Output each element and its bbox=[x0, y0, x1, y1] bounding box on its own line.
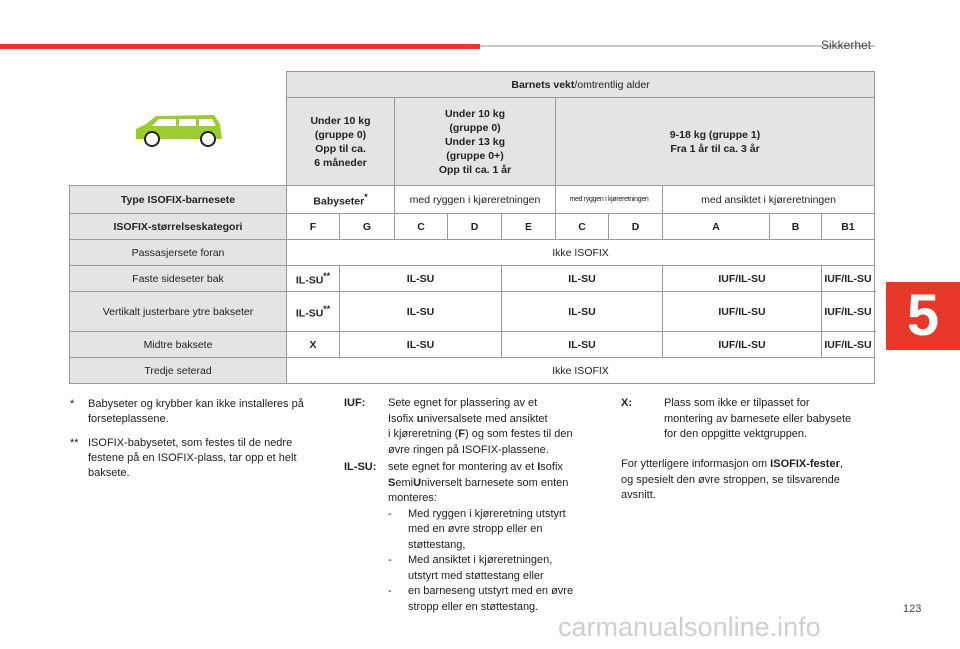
ilsu-bullet bbox=[388, 507, 605, 554]
footnote-line: Babyseter og krybber kan ikke installeres på bbox=[88, 398, 304, 410]
ilsu-line: monteres: bbox=[388, 492, 437, 504]
group-0-line: Opp til ca. bbox=[315, 142, 366, 155]
more-part: ISOFIX-fester bbox=[770, 458, 840, 470]
page-number: 123 bbox=[903, 603, 922, 615]
group-2-line: Fra 1 år til ca. 3 år bbox=[670, 142, 760, 155]
title-rest: /omtrentlig alder bbox=[574, 78, 650, 91]
group-0-line: (gruppe 0) bbox=[314, 128, 367, 141]
row-full-value: Ikke ISOFIX bbox=[287, 240, 875, 266]
row-star: ** bbox=[323, 271, 331, 282]
ilsu-body bbox=[388, 460, 605, 615]
type-babyseter-text: Babyseter bbox=[313, 195, 365, 208]
iuf-line: Sete egnet for plassering av et bbox=[388, 397, 538, 409]
group-1-line: (gruppe 0) bbox=[449, 121, 501, 134]
ilsu-line bbox=[388, 460, 605, 476]
ilsu-line bbox=[388, 476, 605, 492]
group-0-line: 6 måneder bbox=[314, 156, 367, 169]
footnote-line: ISOFIX-babysetet, som festes til de nedre bbox=[88, 437, 293, 449]
more-info bbox=[621, 457, 876, 505]
row-value-text: IL-SU bbox=[295, 307, 324, 320]
x-line: montering av barnesete eller babysete bbox=[664, 412, 852, 425]
iuf-body bbox=[388, 396, 603, 458]
bullet-line: Med ryggen i kjøreretning utstyrt bbox=[408, 507, 566, 520]
iuf-part: ) og som festes til den bbox=[465, 428, 573, 440]
car-cell bbox=[70, 98, 287, 186]
iuf-part: F bbox=[458, 428, 466, 440]
isofix-table bbox=[69, 71, 875, 384]
ilsu-label: IL-SU: bbox=[344, 461, 377, 473]
x-line: for den oppgitte vektgruppen. bbox=[664, 428, 808, 440]
footnote-double-star bbox=[70, 436, 340, 484]
row-label: Midtre baksete bbox=[70, 332, 287, 358]
header-accent-bar bbox=[0, 44, 480, 49]
row-value: IL-SU bbox=[340, 292, 502, 332]
row-value: IUF/IL-SU bbox=[663, 266, 822, 292]
size-cell: B bbox=[770, 214, 822, 240]
size-cell: C bbox=[556, 214, 609, 240]
x-definition bbox=[621, 396, 876, 444]
bullet-line: med en øvre stropp eller en bbox=[408, 523, 543, 535]
iuf-label: IUF: bbox=[344, 397, 366, 409]
group-1-header bbox=[556, 98, 875, 186]
size-cell: B1 bbox=[822, 214, 875, 240]
group-1-line: Under 13 kg bbox=[444, 135, 506, 148]
footnote-single-star bbox=[70, 397, 340, 429]
row-value bbox=[287, 266, 340, 292]
type-label: Type ISOFIX-barnesete bbox=[70, 186, 287, 214]
iuf-line: øvre ringen på ISOFIX-plassene. bbox=[388, 443, 549, 456]
iuf-line bbox=[388, 412, 603, 428]
row-value bbox=[287, 292, 340, 332]
group-1-line: Opp til ca. 1 år bbox=[438, 163, 512, 176]
row-value: IUF/IL-SU bbox=[822, 332, 875, 358]
size-cell: C bbox=[395, 214, 448, 240]
row-value: IUF/IL-SU bbox=[663, 292, 822, 332]
row-value: IUF/IL-SU bbox=[822, 292, 875, 332]
row-value-text: IL-SU bbox=[295, 274, 324, 287]
group-1-line: Under 10 kg bbox=[444, 107, 506, 120]
ilsu-definition bbox=[344, 460, 606, 620]
size-cell: E bbox=[502, 214, 556, 240]
footnote-line: festene på en ISOFIX-plass, tar opp et helt bbox=[88, 452, 297, 464]
bullet-line: støttestang, bbox=[408, 538, 466, 551]
row-value: IUF/IL-SU bbox=[663, 332, 822, 358]
more-line: avsnitt. bbox=[621, 489, 656, 501]
watermark: carmanualsonline.info bbox=[558, 612, 821, 642]
x-line: Plass som ikke er tilpasset for bbox=[664, 397, 810, 409]
title-bold: Barnets vekt bbox=[511, 78, 575, 91]
chapter-tab: 5 bbox=[886, 282, 960, 350]
ilsu-bullet bbox=[388, 553, 605, 584]
type-rear-facing: med ryggen i kjøreretningen bbox=[395, 186, 556, 214]
type-babyseter bbox=[287, 186, 395, 214]
footnote-line: baksete. bbox=[88, 467, 130, 479]
group-0-line: Under 10 kg bbox=[310, 114, 371, 127]
row-value: IUF/IL-SU bbox=[822, 266, 875, 292]
bullet-line: utstyrt med støttestang eller bbox=[408, 569, 544, 582]
ilsu-part: emi bbox=[395, 476, 414, 489]
bullet-dash: - bbox=[388, 507, 392, 520]
row-star: ** bbox=[323, 304, 331, 315]
footnote-line: forseteplassene. bbox=[88, 413, 169, 425]
type-star: * bbox=[364, 192, 368, 203]
size-cell: D bbox=[448, 214, 502, 240]
blank-cell bbox=[70, 72, 287, 98]
row-label: Tredje seterad bbox=[70, 358, 287, 384]
size-cell: A bbox=[663, 214, 770, 240]
x-label: X: bbox=[621, 397, 632, 409]
row-full-value: Ikke ISOFIX bbox=[287, 358, 875, 384]
group-0plus-header bbox=[395, 98, 556, 186]
row-value: IL-SU bbox=[502, 266, 663, 292]
footnote-mark: ** bbox=[70, 437, 79, 449]
header-rule bbox=[480, 45, 875, 47]
bullet-line: Med ansiktet i kjøreretningen, bbox=[408, 554, 553, 566]
size-cell: F bbox=[287, 214, 340, 240]
type-rear-facing-small: med ryggen i kjøreretningen bbox=[556, 186, 663, 214]
row-label: Vertikalt justerbare ytre bakseter bbox=[70, 292, 287, 332]
ilsu-part: sete egnet for montering av et bbox=[388, 461, 538, 473]
ilsu-part: sofix bbox=[540, 461, 563, 473]
type-forward-facing: med ansiktet i kjøreretningen bbox=[663, 186, 875, 214]
row-value: X bbox=[287, 332, 340, 358]
bullet-line: stropp eller en støttestang. bbox=[408, 600, 539, 613]
iuf-part: niversalsete med ansiktet bbox=[423, 412, 548, 425]
iuf-definition bbox=[344, 396, 604, 460]
more-part: , bbox=[839, 458, 843, 470]
ilsu-bullet bbox=[388, 584, 605, 615]
table-title bbox=[287, 72, 875, 98]
size-cell: D bbox=[609, 214, 663, 240]
iuf-part: u bbox=[416, 412, 424, 425]
row-label: Passasjersete foran bbox=[70, 240, 287, 266]
group-0-header bbox=[287, 98, 395, 186]
more-line bbox=[621, 457, 876, 473]
ilsu-part: S bbox=[388, 476, 396, 489]
more-line: og spesielt den øvre stroppen, se tilsvarende bbox=[621, 473, 840, 486]
row-value: IL-SU bbox=[340, 332, 502, 358]
row-value: IL-SU bbox=[502, 332, 663, 358]
bullet-line: en barneseng utstyrt med en øvre bbox=[408, 585, 574, 597]
x-body bbox=[664, 396, 876, 443]
footnote-text bbox=[88, 436, 297, 481]
bullet-dash: - bbox=[388, 585, 392, 597]
row-value: IL-SU bbox=[502, 292, 663, 332]
ilsu-part: niverselt barnesete som enten bbox=[421, 476, 569, 489]
ilsu-part: I bbox=[537, 461, 541, 473]
iuf-part: Isofix bbox=[388, 412, 417, 425]
size-label: ISOFIX-størrelseskategori bbox=[70, 214, 287, 240]
section-title: Sikkerhet bbox=[821, 38, 872, 52]
group-1-line: (gruppe 0+) bbox=[446, 149, 504, 162]
iuf-part: i kjøreretning ( bbox=[388, 428, 459, 440]
ilsu-part: U bbox=[413, 476, 422, 489]
more-part: For ytterligere informasjon om bbox=[621, 458, 771, 470]
footnote-text bbox=[88, 397, 304, 427]
row-label: Faste sideseter bak bbox=[70, 266, 287, 292]
size-cell: G bbox=[340, 214, 395, 240]
iuf-line bbox=[388, 427, 603, 443]
bullet-dash: - bbox=[388, 554, 392, 566]
footnote-mark: * bbox=[70, 398, 75, 410]
row-value: IL-SU bbox=[340, 266, 502, 292]
group-2-line: 9-18 kg (gruppe 1) bbox=[669, 128, 761, 141]
